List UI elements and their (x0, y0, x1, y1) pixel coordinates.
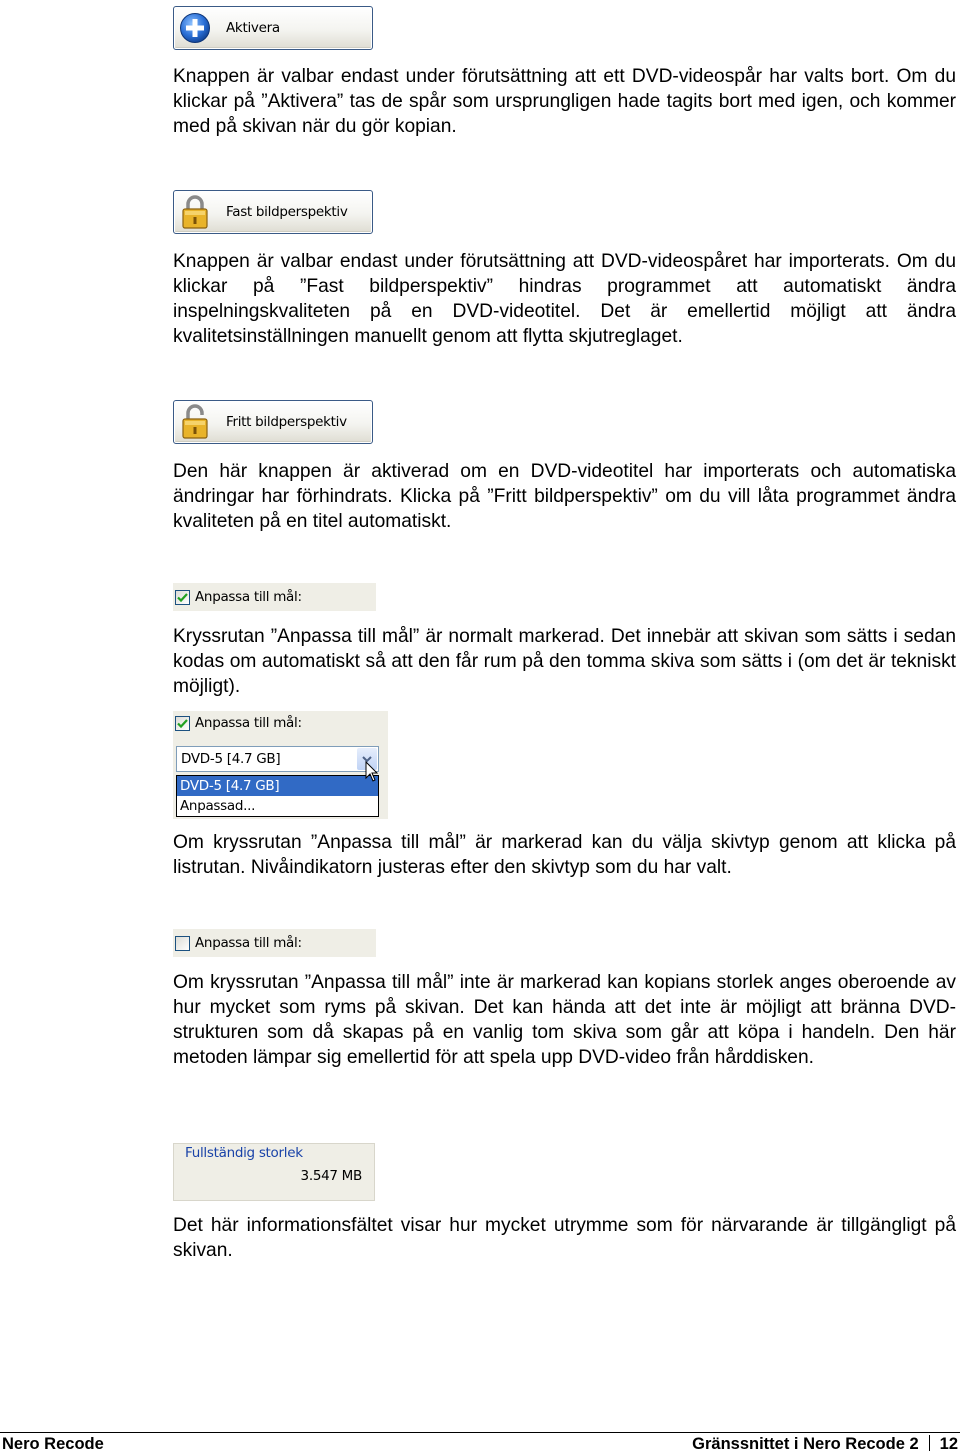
total-size-info-field (173, 1143, 375, 1201)
fixed-aspect-button[interactable] (173, 190, 373, 234)
disc-type-combobox[interactable] (176, 746, 379, 772)
lock-open-icon (178, 405, 212, 439)
free-aspect-button[interactable] (173, 400, 373, 444)
total-size-value: 3.547 MB (300, 1168, 362, 1184)
footer-right (692, 1435, 958, 1454)
checkbox[interactable] (175, 716, 190, 731)
paragraph-fixed-aspect: Knappen är valbar endast under förutsättning att DVD-videospåret har importerats. Om du klickar på ”Fast bildperspektiv” hindras programmet att automatiskt ändra inspelningskvaliteten på en DVD-videotitel. Det är emellertid möjligt att ändra kvalitetsinställningen manuellt genom att flytta skjutreglaget. (173, 251, 956, 347)
footer-divider (0, 1432, 960, 1433)
paragraph-activate: Knappen är valbar endast under förutsättning att ett DVD-videospår har valts bort. Om du klickar på ”Aktivera” tas de spår som ursprungligen hade tagits bort med igen, och kommer med på skivan när du gör kopian. (173, 66, 956, 137)
paragraph-info-field: Det här informationsfältet visar hur mycket utrymme som för närvarande är tillgängligt på skivan. (173, 1215, 956, 1261)
checkbox-label: Anpassa till mål: (195, 589, 302, 605)
total-size-label: Fullständig storlek (185, 1145, 303, 1161)
activate-button-label: Aktivera (226, 20, 280, 36)
combobox-selected-value: DVD-5 [4.7 GB] (181, 751, 281, 767)
checkbox-label: Anpassa till mål: (195, 935, 302, 951)
footer-separator (929, 1435, 930, 1451)
disc-type-dropdown-list (176, 775, 379, 817)
dropdown-option[interactable]: Anpassad... (180, 798, 256, 814)
lock-closed-icon (178, 195, 212, 229)
paragraph-checkbox-unchecked: Om kryssrutan ”Anpassa till mål” inte är markerad kan kopians storlek anges oberoende av hur mycket som ryms på skivan. Det kan hända att det inte är möjligt att bränna DVD-strukturen som då skapas på en vanlig tom skiva som går att köpa i handeln. Den här metoden lämpar sig emellertid för att spela upp DVD-video från hårddisken. (173, 972, 956, 1068)
fit-to-target-checkbox-unchecked[interactable] (173, 929, 376, 957)
fit-to-target-checkbox-row[interactable] (173, 715, 302, 731)
footer-chapter-title: Gränssnittet i Nero Recode 2 (692, 1435, 919, 1453)
activate-button[interactable] (173, 6, 373, 50)
plus-circle-icon (178, 11, 212, 45)
mouse-cursor-icon (365, 761, 379, 783)
checkmark-icon (177, 718, 188, 729)
footer-product: Nero Recode (2, 1435, 104, 1453)
checkmark-icon (177, 592, 188, 603)
footer-page-number: 12 (939, 1435, 958, 1453)
checkbox[interactable] (175, 590, 190, 605)
paragraph-free-aspect: Den här knappen är aktiverad om en DVD-videotitel har importerats och automatiska ändringar har förhindrats. Klicka på ”Fritt bildperspektiv” om du vill låta programmet ändra kvaliteten på en titel automatiskt. (173, 461, 956, 532)
free-aspect-button-label: Fritt bildperspektiv (226, 414, 347, 430)
fit-to-target-checkbox-checked[interactable] (173, 583, 376, 611)
fixed-aspect-button-label: Fast bildperspektiv (226, 204, 348, 220)
dropdown-option[interactable]: DVD-5 [4.7 GB] (177, 776, 378, 796)
checkbox[interactable] (175, 936, 190, 951)
paragraph-combobox: Om kryssrutan ”Anpassa till mål” är markerad kan du välja skivtyp genom att klicka på listrutan. Nivåindikatorn justeras efter den skivtyp som du har valt. (173, 832, 956, 878)
paragraph-checkbox-checked: Kryssrutan ”Anpassa till mål” är normalt markerad. Det innebär att skivan som sätts i sedan kodas om automatiskt så att den får rum på den tomma skiva som sätts i (om det är tekniskt möjligt). (173, 626, 956, 697)
disc-type-panel (173, 711, 388, 819)
checkbox-label: Anpassa till mål: (195, 715, 302, 731)
